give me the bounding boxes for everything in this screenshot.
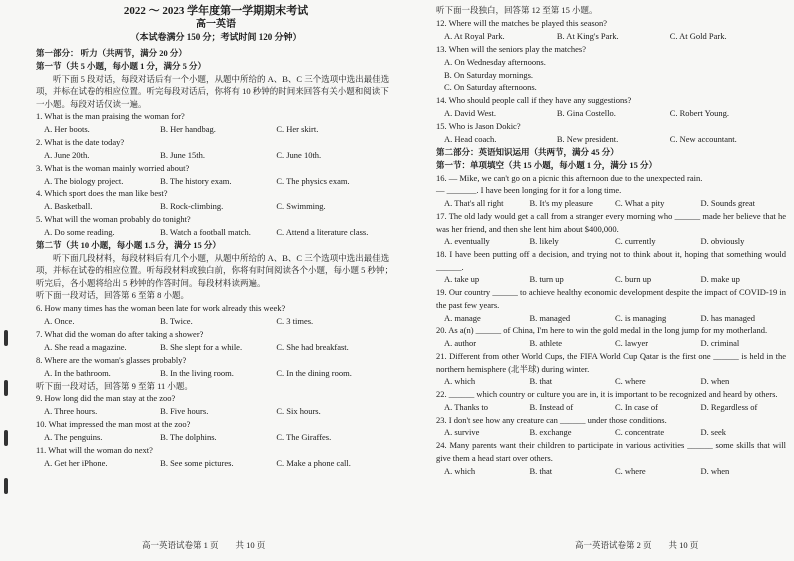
part1-section1-heading: 第一节（共 5 小题，每小题 1 分，满分 5 分） [36,60,207,71]
answer-option: C. She had breakfast. [276,341,349,352]
part2-section1-heading: 第一节：单项填空（共 15 小题，每小题 1 分，满分 15 分） [436,159,658,170]
answer-option: D. criminal [700,338,740,349]
margin-mark [4,330,8,346]
listening-section1-questions [36,110,396,239]
option-row [436,133,786,146]
answer-option: B. likely [529,236,559,247]
option-row [36,149,396,162]
answer-option: B. At King's Park. [556,30,619,41]
question-text: 5. What will the woman probably do tonight? [36,214,191,225]
answer-option: A. On Wednesday afternoons. [444,56,546,67]
right-column [436,4,786,477]
option-row [436,107,786,120]
answer-option: B. The dolphins. [160,432,217,443]
answer-option: A. survive [444,427,480,438]
answer-option: C. Her skirt. [276,123,319,134]
answer-option: B. managed [529,312,571,323]
answer-option: C. Attend a literature class. [276,227,369,238]
listening-monologue-questions [436,17,786,146]
answer-option: B. The history exam. [160,175,232,186]
question-text: 20. As a(n) ______ of China, I'm here to win the gold medal in the long jump for my motherland. [436,325,768,336]
part2-heading: 第二部分：英语知识运用（共两节，满分 45 分） [436,146,619,157]
answer-option: A. Her boots. [44,123,90,134]
page-footer-right: 高一英语试卷第 2 页 共 10 页 [575,540,699,550]
option-row [436,312,786,325]
answer-option: B. turn up [529,274,564,285]
answer-option: A. In the bathroom. [44,367,111,378]
question-text: 22. ______ which country or culture you are in, it is important to be recognized and heard by others. [436,389,778,400]
answer-option: B. that [529,376,553,387]
question-text: 11. What will the woman do next? [36,445,153,456]
answer-option: D. Sounds great [700,198,756,209]
answer-option: A. take up [444,274,480,285]
part1-section2-heading: 第二节（共 10 小题，每小题 1.5 分，满分 15 分） [36,240,221,251]
option-row [36,226,396,239]
answer-option: B. exchange [529,427,572,438]
answer-option: A. June 20th. [44,149,90,160]
answer-option: B. Her handbag. [160,123,216,134]
question-text: 8. Where are the woman's glasses probably? [36,354,187,365]
answer-option: B. athlete [529,338,563,349]
option-row [36,123,396,136]
answer-option: B. Instead of [529,401,574,412]
answer-option: D. obviously [700,236,745,247]
part1-section1-intro: 听下面 5 段对话，每段对话后有一个小题，从题中所给的 A、B、C 三个选项中选出最佳选项，并标在试卷的相应位置。听完每段对话后，你将有 10 秒钟的时间来回答有关小题和阅读下一小题。每段对话仅读一遍。 [36,73,390,109]
answer-option: A. Basketball. [44,201,93,212]
answer-option: B. She slept for a while. [160,341,243,352]
question-text: 4. Which sport does the man like best? [36,188,168,199]
question-text: 24. Many parents want their children to participate in various activities ______ some skills that will give them a head start over others. [436,440,786,463]
answer-option: B. that [529,465,553,476]
answer-option: A. The biology project. [44,175,124,186]
answer-option: B. On Saturday mornings. [444,69,534,80]
answer-option: B. See some pictures. [160,458,234,468]
answer-option: C. where [615,376,646,387]
option-row [36,175,396,188]
answer-option: A. Thanks to [444,401,488,412]
answer-option: A. David West. [444,108,497,119]
option-row [436,426,786,439]
answer-option: A. Once. [44,316,75,327]
answer-option: B. Five hours. [160,406,209,417]
answer-option: C. In case of [615,401,658,412]
answer-option: B. Gina Costello. [556,108,616,119]
option-row [436,465,786,478]
listening-section2-groups [36,289,396,470]
answer-option: D. when [700,465,730,476]
question-text: 1. What is the man praising the woman for? [36,111,185,122]
exam-subtitle: 高一英语 [196,19,236,30]
margin-mark [4,380,8,396]
question-text: 10. What impressed the man most at the zoo? [36,419,191,430]
answer-option: B. Rock-climbing. [160,201,224,212]
answer-option: C. Robert Young. [669,108,729,119]
answer-option: D. has managed [700,312,756,323]
question-text: 23. I don't see how any creature can ______ under those conditions. [436,414,667,425]
margin-mark [4,430,8,446]
answer-option: A. which [444,465,476,476]
left-column [36,4,396,470]
option-row [36,431,396,444]
answer-option: A. Head coach. [444,134,497,145]
option-row [436,401,786,414]
question-text: 17. The old lady would get a call from a stranger every morning who ______ made her believe that he was her friend, and then she lent him about $400,000. [436,211,786,234]
answer-option: C. On Saturday afternoons. [444,82,537,93]
option-row [36,315,396,328]
answer-option: A. At Royal Park. [444,30,505,41]
option-row [36,405,396,418]
margin-mark [4,478,8,494]
answer-option: C. burn up [615,274,652,285]
answer-option: B. It's my pleasure [529,198,593,209]
question-text: 15. Who is Jason Dokic? [436,121,521,132]
answer-option: A. Do some reading. [44,227,115,238]
answer-option: C. The Giraffes. [276,432,332,443]
answer-option: A. Three hours. [44,406,98,417]
answer-option: C. concentrate [615,427,665,438]
question-text: 9. How long did the man stay at the zoo? [36,393,176,404]
answer-option: C. Swimming. [276,201,326,212]
option-row [436,337,786,350]
answer-option: C. lawyer [615,338,649,349]
question-text: 19. Our country ______ to achieve healthy economic development despite the impact of COVID-19 in the past few years. [436,287,786,310]
option-row [36,367,396,380]
question-text: 14. Who should people call if they have any suggestions? [436,95,632,106]
answer-option: C. Make a phone call. [276,458,351,468]
group-lead: 听下面一段对话，回答第 9 至第 11 小题。 [36,380,193,391]
answer-option: B. Watch a football match. [160,227,251,238]
answer-option: C. At Gold Park. [669,30,727,41]
answer-option: C. New accountant. [669,134,737,145]
question-text: 16. — Mike, we can't go on a picnic this afternoon due to the unexpected rain. [436,172,703,183]
answer-option: D. when [700,376,730,387]
question-text: 21. Different from other World Cups, the FIFA World Cup Qatar is the first one ______ is held in the northern hemisphere (北半球) during winter. [436,350,786,374]
question-text: 7. What did the woman do after taking a shower? [36,328,204,339]
page-footer-left: 高一英语试卷第 1 页 共 10 页 [142,540,266,550]
group-lead: 听下面一段对话，回答第 6 至第 8 小题。 [36,290,190,301]
option-row [436,235,786,248]
answer-option: A. author [444,338,477,349]
option-row [36,200,396,213]
answer-option: B. In the living room. [160,367,234,378]
answer-option: C. where [615,465,646,476]
answer-option: A. The penguins. [44,432,103,443]
answer-option: D. seek [700,427,726,438]
answer-option: A. which [444,376,476,387]
answer-option: C. Six hours. [276,406,321,417]
option-row [36,457,396,470]
part1-heading: 第一部分： 听力（共两节，满分 20 分） [36,48,187,58]
answer-option: C. What a pity [615,198,665,209]
answer-option: A. eventually [444,236,490,247]
answer-option: B. June 15th. [160,149,206,160]
exam-title: 2022 ～ 2023 学年度第一学期期末考试 [123,5,309,17]
question-text: 18. I have been putting off a decision, and trying not to think about it, hoping that something would ______. [436,249,786,272]
question-text: 12. Where will the matches be played this season? [436,17,607,28]
option-row [436,197,786,210]
answer-option: C. In the dining room. [276,367,352,378]
option-list [436,56,786,95]
answer-option: A. She read a magazine. [44,341,127,352]
answer-option: A. That's all right [444,198,504,209]
answer-option: C. The physics exam. [276,175,350,186]
question-text: 13. When will the seniors play the matches? [436,43,586,54]
grammar-questions [436,172,786,478]
answer-option: B. New president. [556,134,619,145]
answer-option: C. 3 times. [276,316,314,327]
answer-option: A. manage [444,312,481,323]
option-row [436,273,786,286]
answer-option: B. Twice. [160,316,193,327]
answer-option: D. make up [700,274,740,285]
group-lead: 听下面一段独白，回答第 12 至第 15 小题。 [436,5,598,15]
answer-option: C. is managing [615,312,667,323]
exam-note: （本试卷满分 150 分；考试时间 120 分钟） [130,32,302,42]
question-text: 3. What is the woman mainly worried about? [36,162,190,173]
option-row [436,30,786,43]
option-row [36,341,396,354]
option-row [436,375,786,388]
question-text-continued: — _______. I have been longing for it for a long time. [436,185,622,196]
answer-option: C. currently [615,236,656,247]
answer-option: A. Get her iPhone. [44,458,108,468]
question-text: 2. What is the date today? [36,136,125,147]
answer-option: D. Regardless of [700,401,758,412]
part1-section2-intro: 听下面几段材料，每段材料后有几个小题，从题中所给的 A、B、C 三个选项中选出最佳选项，并标在试卷的相应位置。听每段材料或独白前，你将有时间阅读各个小题，每小题 5 秒钟；听完后，各小题将给出 5 秒钟的作答时间。每段材料读两遍。 [36,253,394,288]
answer-option: C. June 10th. [276,149,322,160]
question-text: 6. How many times has the woman been late for work already this week? [36,303,286,314]
